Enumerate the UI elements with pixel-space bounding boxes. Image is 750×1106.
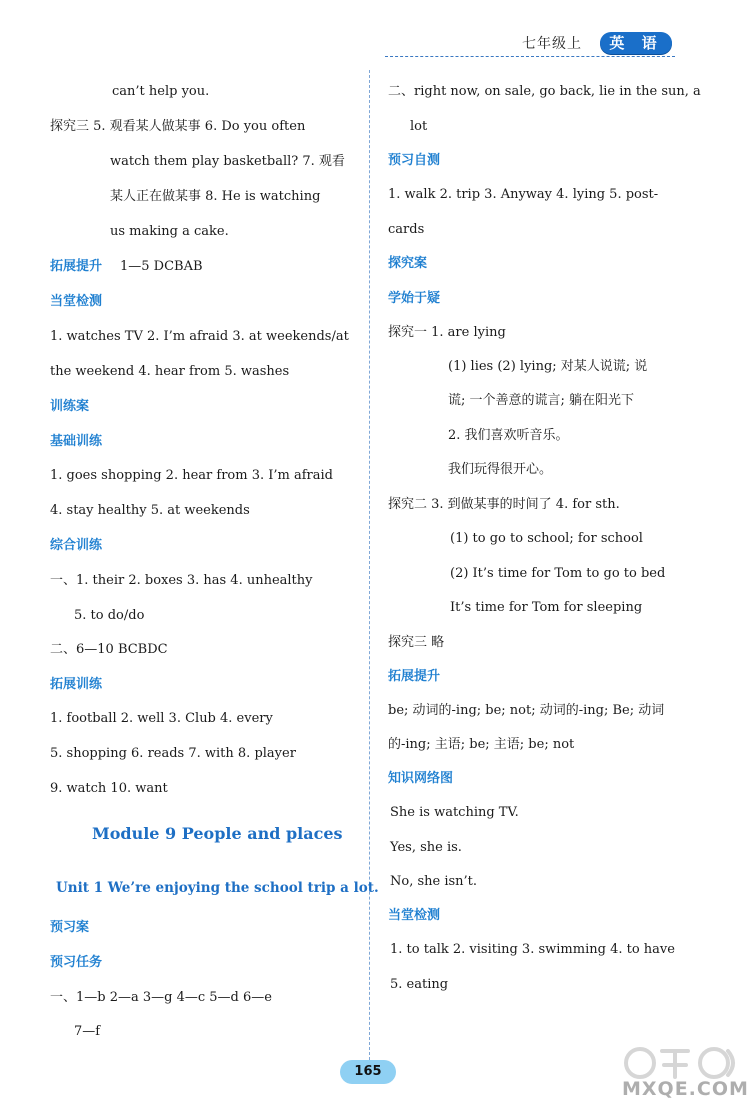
answer-line: It’s time for Tom for sleeping: [450, 600, 643, 615]
answer-line: 5. eating: [390, 977, 449, 992]
watermark-text: MXQE.COM: [622, 1078, 749, 1100]
answer-line: 的-ing; 主语; be; 主语; be; not: [388, 737, 575, 752]
answer-line: 一、1. their 2. boxes 3. has 4. unhealthy: [50, 573, 313, 588]
section-heading: 拓展提升: [50, 259, 103, 274]
section-heading: 预习自测: [388, 153, 441, 168]
section-heading: 拓展训练: [50, 677, 103, 692]
answer-line: 探究三 5. 观看某人做某事 6. Do you often: [50, 119, 306, 134]
section-heading: 拓展提升: [388, 669, 441, 684]
answer-line: the weekend 4. hear from 5. washes: [50, 364, 290, 379]
answer-line: 2. 我们喜欢听音乐。: [448, 428, 569, 443]
answer-line: 1. goes shopping 2. hear from 3. I’m afraid: [50, 468, 333, 483]
answer-line: 探究三 略: [388, 635, 445, 650]
answer-line: be; 动词的-ing; be; not; 动词的-ing; Be; 动词: [388, 703, 665, 718]
answer-line: 1. to talk 2. visiting 3. swimming 4. to have: [390, 942, 675, 957]
unit-title: Unit 1 We’re enjoying the school trip a lot.: [56, 880, 379, 896]
answer-line: us making a cake.: [110, 224, 229, 239]
answer-line: 某人正在做某事 8. He is watching: [110, 189, 321, 204]
grade-label: 七年级上: [522, 36, 582, 52]
section-heading: 综合训练: [50, 538, 103, 553]
answer-line: can’t help you.: [112, 84, 210, 99]
answer-line: 一、1—b 2—a 3—g 4—c 5—d 6—e: [50, 990, 272, 1005]
section-heading: 基础训练: [50, 434, 103, 449]
answer-line: 1. watches TV 2. I’m afraid 3. at weekends/at: [50, 329, 349, 344]
section-heading: 当堂检测: [388, 908, 441, 923]
section-heading: 学始于疑: [388, 291, 441, 306]
answer-line: 我们玩得很开心。: [448, 462, 553, 477]
answer-line: 二、6—10 BCBDC: [50, 642, 168, 657]
section-heading: 当堂检测: [50, 294, 103, 309]
section-heading: 训练案: [50, 399, 90, 414]
answer-line: 谎; 一个善意的谎言; 躺在阳光下: [448, 393, 635, 408]
section-heading: 预习任务: [50, 955, 103, 970]
answer-line: 9. watch 10. want: [50, 781, 168, 796]
answer-line: 5. to do/do: [74, 608, 145, 623]
answer-line: 探究二 3. 到做某事的时间了 4. for sth.: [388, 497, 620, 512]
answer-line: (1) to go to school; for school: [450, 531, 643, 546]
header-divider-line: [385, 56, 675, 57]
answer-line: She is watching TV.: [390, 805, 519, 820]
answer-line: 1. football 2. well 3. Club 4. every: [50, 711, 273, 726]
page-number: 165: [340, 1060, 396, 1084]
section-heading: 探究案: [388, 256, 428, 271]
answer-line: (2) It’s time for Tom to go to bed: [450, 566, 666, 581]
answer-line: 探究一 1. are lying: [388, 325, 506, 340]
answer-line: 二、right now, on sale, go back, lie in the sun, a: [388, 84, 701, 99]
answer-line: lot: [410, 119, 428, 134]
answer-line: Yes, she is.: [390, 840, 462, 855]
answer-line: (1) lies (2) lying; 对某人说谎; 说: [448, 359, 648, 374]
answer-line: watch them play basketball? 7. 观看: [110, 154, 345, 169]
answer-line: 1. walk 2. trip 3. Anyway 4. lying 5. post-: [388, 187, 659, 202]
module-title: Module 9 People and places: [92, 824, 343, 843]
subject-badge: 英 语: [600, 32, 672, 54]
column-divider: [369, 70, 370, 1060]
answer-line: 5. shopping 6. reads 7. with 8. player: [50, 746, 296, 761]
answer-line: No, she isn’t.: [390, 874, 478, 889]
answer-line: 7—f: [74, 1024, 101, 1039]
section-heading: 知识网络图: [388, 771, 454, 786]
answer-line: 4. stay healthy 5. at weekends: [50, 503, 250, 518]
answer-line: cards: [388, 222, 425, 237]
answer-line: 1—5 DCBAB: [120, 259, 203, 274]
section-heading: 预习案: [50, 920, 90, 935]
